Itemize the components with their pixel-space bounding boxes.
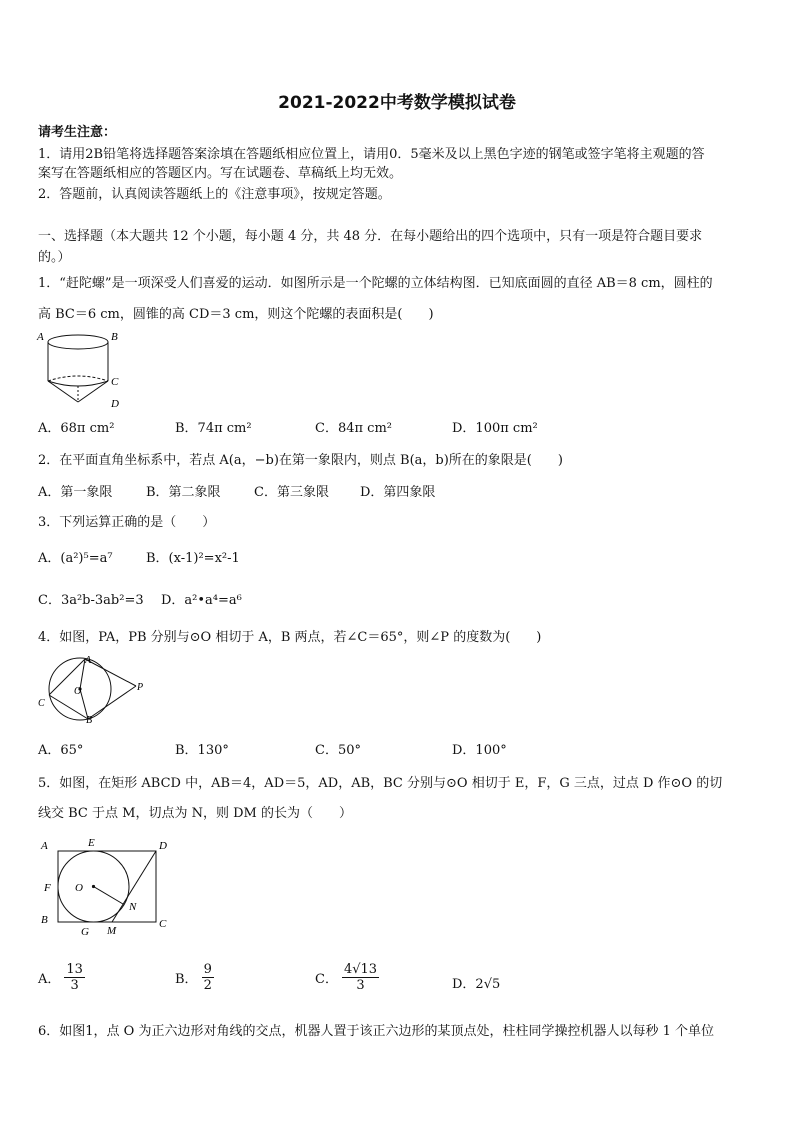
- q4-circle-tangent-figure: [34, 652, 154, 726]
- q2-option-b[interactable]: B．第二象限: [146, 485, 221, 500]
- q5-option-b-denominator: 2: [203, 978, 212, 993]
- q1-bottom-front-arc: [48, 381, 108, 386]
- q5-label-d: D: [159, 840, 167, 852]
- q4-label-o: O: [74, 686, 82, 697]
- q5-label-g: G: [81, 926, 89, 938]
- q4-option-a[interactable]: A．65°: [38, 743, 84, 758]
- q1-label-b: B: [111, 331, 118, 343]
- q4-option-b[interactable]: B．130°: [175, 743, 229, 758]
- q5-option-c[interactable]: [315, 962, 379, 993]
- q5-option-c-denominator: 3: [356, 978, 365, 993]
- q1-cone-right-edge: [78, 381, 108, 402]
- q1-option-c[interactable]: C．84π cm²: [315, 421, 392, 436]
- q5-option-a[interactable]: [38, 962, 85, 993]
- q5-rectangle-circle-figure: [34, 832, 184, 940]
- q3-text: 3．下列运算正确的是（ ）: [38, 515, 216, 530]
- q5-rectangle-abcd: [58, 851, 156, 922]
- q5-label-f: F: [44, 882, 51, 894]
- q5-label-c: C: [159, 918, 167, 930]
- q4-option-d[interactable]: D．100°: [452, 743, 507, 758]
- q5-label-o: O: [75, 882, 83, 894]
- q5-radius-on: [94, 887, 124, 905]
- q1-option-b[interactable]: B．74π cm²: [175, 421, 252, 436]
- q3-option-c[interactable]: C．3a²b-3ab²=3: [38, 593, 144, 608]
- q5-option-b[interactable]: [175, 962, 214, 993]
- q3-option-b[interactable]: B．(x-1)²=x²-1: [146, 551, 240, 566]
- q1-label-d: D: [111, 398, 119, 410]
- q5-option-c-numerator: 4√13: [343, 962, 378, 977]
- q4-label-c: C: [38, 698, 45, 709]
- section1-line1: 一、选择题（本大题共 12 个小题，每小题 4 分，共 48 分．在每小题给出的四个选项中，只有一项是符合题目要求: [38, 229, 703, 244]
- q5-option-b-prefix: B．: [175, 972, 198, 987]
- q4-tangent-pb: [88, 686, 136, 719]
- q5-option-b-numerator: 9: [203, 962, 212, 977]
- q5-label-a: A: [41, 840, 48, 852]
- notice-heading: 请考生注意：: [38, 125, 117, 140]
- q2-option-a[interactable]: A．第一象限: [38, 485, 113, 500]
- q2-text: 2．在平面直角坐标系中，若点 A(a，−b)在第一象限内，则点 B(a，b)所在的象限是( ): [38, 453, 563, 468]
- q1-bottom-back-arc: [48, 376, 108, 381]
- q2-option-c[interactable]: C．第三象限: [254, 485, 329, 500]
- q1-cone-left-edge: [48, 381, 78, 402]
- q1-top-ellipse: [48, 335, 108, 349]
- q5-text-line1: 5．如图，在矩形 ABCD 中，AB＝4，AD＝5，AD，AB，BC 分别与⊙O 相切于 E，F，G 三点，过点 D 作⊙O 的切: [38, 776, 723, 791]
- q1-option-d[interactable]: D．100π cm²: [452, 421, 538, 436]
- notice-item1-line1: 1．请用2B铅笔将选择题答案涂填在答题纸相应位置上，请用0．5毫米及以上黑色字迹的钢笔或签字笔将主观题的答: [38, 147, 705, 162]
- q5-option-c-fraction: [342, 962, 379, 993]
- q1-option-a[interactable]: A．68π cm²: [38, 421, 115, 436]
- q5-option-a-prefix: A．: [38, 972, 61, 987]
- notice-item1-line2: 案写在答题纸相应的答题区内。写在试题卷、草稿纸上均无效。: [38, 166, 403, 181]
- q3-option-a[interactable]: A．(a²)⁵=a⁷: [38, 551, 113, 566]
- q6-text: 6．如图1，点 O 为正六边形对角线的交点，机器人置于该正六边形的某顶点处，柱柱同学操控机器人以每秒 1 个单位: [38, 1024, 715, 1039]
- q4-text: 4．如图，PA，PB 分别与⊙O 相切于 A，B 两点，若∠C＝65°，则∠P 的度数为( ): [38, 630, 542, 645]
- q4-label-b: B: [86, 715, 93, 726]
- q5-label-e: E: [88, 837, 95, 849]
- q5-label-m: M: [107, 925, 117, 937]
- page-title: 2021-2022中考数学模拟试卷: [278, 93, 516, 113]
- q3-option-d[interactable]: D．a²•a⁴=a⁶: [161, 593, 242, 608]
- q5-label-b: B: [41, 914, 48, 926]
- q5-option-a-denominator: 3: [70, 978, 79, 993]
- q5-option-c-prefix: C．: [315, 972, 338, 987]
- q4-label-p: P: [137, 682, 144, 693]
- q5-label-n: N: [129, 901, 137, 913]
- q1-label-a: A: [37, 331, 44, 343]
- notice-item2: 2．答题前，认真阅读答题纸上的《注意事项》，按规定答题。: [38, 187, 391, 202]
- q5-option-a-numerator: 13: [66, 962, 83, 977]
- q4-option-c[interactable]: C．50°: [315, 743, 361, 758]
- q1-text-line1: 1．“赶陀螺”是一项深受人们喜爱的运动．如图所示是一个陀螺的立体结构图．已知底面圆的直径 AB＝8 cm，圆柱的: [38, 276, 713, 291]
- q5-option-a-fraction: [64, 962, 85, 993]
- section1-line2: 的。）: [38, 250, 71, 265]
- q1-text-line2: 高 BC＝6 cm，圆锥的高 CD＝3 cm，则这个陀螺的表面积是( ): [38, 307, 434, 322]
- q1-label-c: C: [111, 376, 119, 388]
- q4-label-a: A: [85, 655, 92, 666]
- q1-spinning-top-figure: [34, 328, 130, 410]
- q2-option-d[interactable]: D．第四象限: [360, 485, 436, 500]
- q5-text-line2: 线交 BC 于点 M，切点为 N，则 DM 的长为（ ）: [38, 806, 352, 821]
- q5-center-dot: [92, 885, 95, 888]
- q5-option-b-fraction: [202, 962, 214, 993]
- q5-option-d[interactable]: D．2√5: [452, 977, 501, 992]
